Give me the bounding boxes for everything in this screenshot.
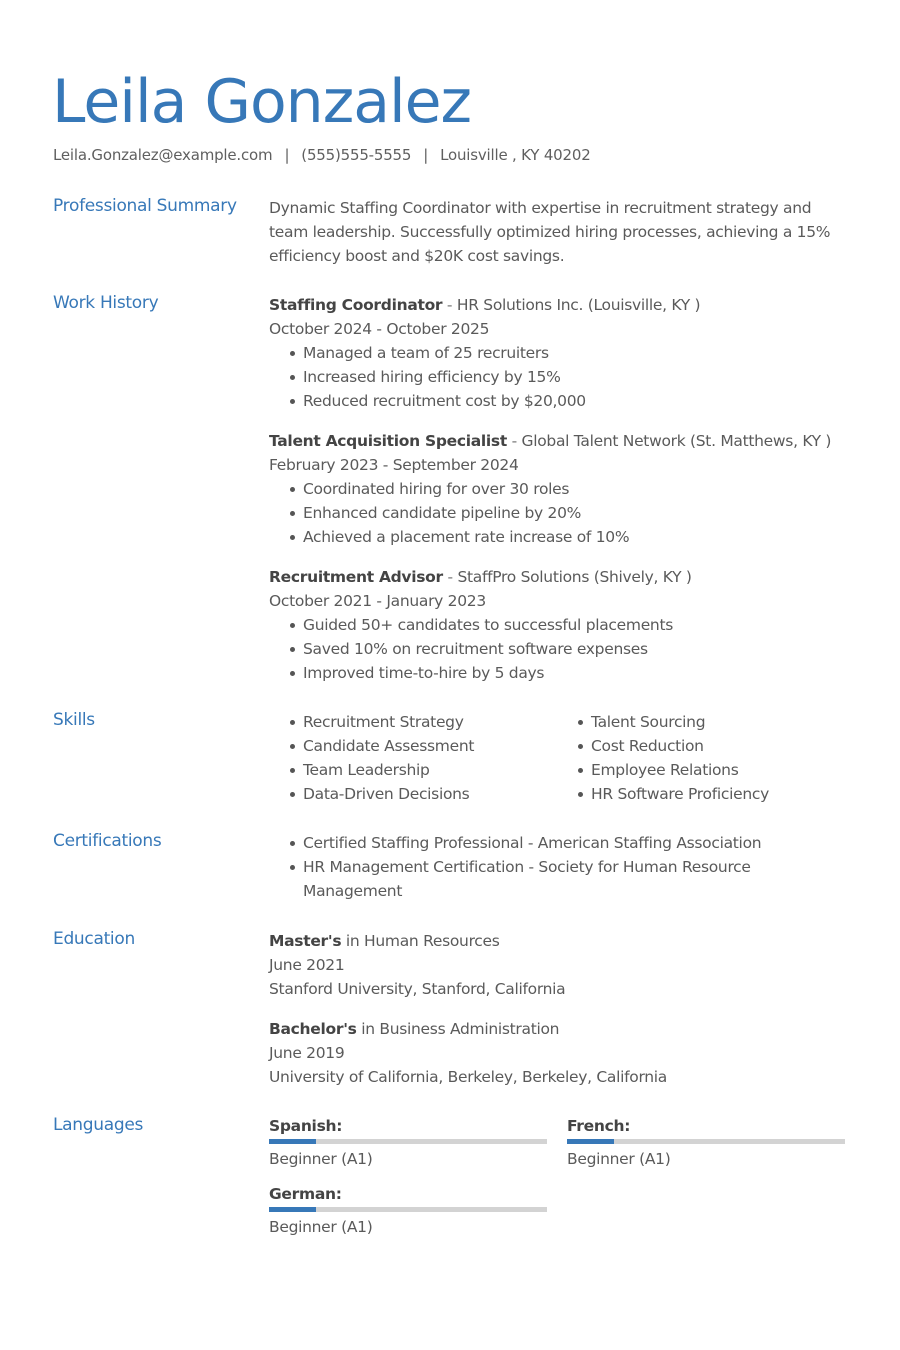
language-name: German [269, 1185, 336, 1203]
degree: Bachelor's [269, 1020, 357, 1038]
language-name: French [567, 1117, 625, 1135]
languages-list [269, 1115, 849, 1245]
job-dates: October 2021 - January 2023 [269, 592, 486, 610]
skill-item: Candidate Assessment [269, 734, 557, 758]
language-level: Beginner (A1) [269, 1150, 373, 1168]
skills-list [269, 710, 849, 806]
education-entry [269, 1017, 849, 1089]
degree: Master's [269, 932, 342, 950]
proficiency-bar-fill [269, 1139, 316, 1144]
proficiency-bar-fill [269, 1207, 316, 1212]
skill-item: Team Leadership [269, 758, 557, 782]
job-bullet: Managed a team of 25 recruiters [269, 341, 849, 365]
proficiency-bar-fill [567, 1139, 614, 1144]
language-entry: French: Beginner (A1) [567, 1115, 845, 1170]
job-bullet: Guided 50+ candidates to successful placements [269, 613, 849, 637]
job-company: StaffPro Solutions (Shively, KY ) [457, 568, 692, 586]
language-level: Beginner (A1) [567, 1150, 671, 1168]
contact-line [53, 144, 591, 166]
job-bullet: Improved time-to-hire by 5 days [269, 661, 849, 685]
job-title: Staffing Coordinator [269, 296, 443, 314]
degree-field: in Human Resources [345, 932, 500, 950]
language-entry: Spanish: Beginner (A1) [269, 1115, 547, 1170]
separator: | [423, 146, 429, 164]
section-label-languages: Languages [53, 1115, 144, 1135]
work-history-list [269, 293, 849, 685]
school: Stanford University, Stanford, California [269, 980, 566, 998]
job-bullet: Increased hiring efficiency by 15% [269, 365, 849, 389]
proficiency-bar [567, 1139, 845, 1144]
email[interactable]: Leila.Gonzalez@example.com [53, 146, 273, 164]
job-bullets [269, 477, 849, 549]
language-entry: German: Beginner (A1) [269, 1183, 547, 1238]
skill-item: Data-Driven Decisions [269, 782, 557, 806]
certification-item: HR Management Certification - Society for Human Resource Management [269, 855, 809, 903]
job-bullet: Reduced recruitment cost by $20,000 [269, 389, 849, 413]
job-bullet: Enhanced candidate pipeline by 20% [269, 501, 849, 525]
section-label-summary: Professional Summary [53, 196, 237, 216]
job-title: Recruitment Advisor [269, 568, 443, 586]
section-label-education: Education [53, 929, 135, 949]
proficiency-bar [269, 1207, 547, 1212]
location: Louisville , KY 40202 [440, 146, 591, 164]
education-date: June 2021 [269, 956, 345, 974]
degree-field: in Business Administration [361, 1020, 560, 1038]
language-level: Beginner (A1) [269, 1218, 373, 1236]
job-bullet: Coordinated hiring for over 30 roles [269, 477, 849, 501]
job-company: Global Talent Network (St. Matthews, KY ) [521, 432, 832, 450]
job-dates: October 2024 - October 2025 [269, 320, 490, 338]
job-title: Talent Acquisition Specialist [269, 432, 507, 450]
summary-text: Dynamic Staffing Coordinator with expertise in recruitment strategy and team leadership. Successfully optimized hiring processes, achieving a 15% efficiency boost and $20K cost savings. [269, 199, 831, 265]
certification-item: Certified Staffing Professional - American Staffing Association [269, 831, 809, 855]
certifications-list [269, 831, 809, 903]
separator: | [284, 146, 290, 164]
job-entry: Staffing Coordinator - HR Solutions Inc. (Louisville, KY ) October 2024 - October 2025 Managed a team of 25 recruiters Increased hiring efficiency by 15% Reduced recruitment cost by $20,000 [269, 293, 849, 413]
language-name: Spanish [269, 1117, 337, 1135]
section-label-skills: Skills [53, 710, 95, 730]
certification-bullets [269, 831, 809, 903]
school: University of California, Berkeley, Berkeley, California [269, 1068, 667, 1086]
proficiency-bar [269, 1139, 547, 1144]
skill-item: HR Software Proficiency [557, 782, 845, 806]
education-entry [269, 929, 849, 1001]
education-list [269, 929, 849, 1105]
job-bullets [269, 613, 849, 685]
section-label-work-history: Work History [53, 293, 159, 313]
skill-item: Recruitment Strategy [269, 710, 557, 734]
phone[interactable]: (555)555-5555 [301, 146, 412, 164]
skill-item: Cost Reduction [557, 734, 845, 758]
skill-item: Employee Relations [557, 758, 845, 782]
candidate-name: Leila Gonzalez [52, 67, 472, 137]
skills-grid [269, 710, 849, 806]
languages-section [0, 1113, 900, 1243]
section-label-certifications: Certifications [53, 831, 162, 851]
job-bullet: Saved 10% on recruitment software expenses [269, 637, 849, 661]
job-entry: Recruitment Advisor - StaffPro Solutions (Shively, KY ) October 2021 - January 2023 Guided 50+ candidates to successful placements Saved 10% on recruitment software expenses Improved time-to-hire by 5 days [269, 565, 849, 685]
education-date: June 2019 [269, 1044, 345, 1062]
job-entry: Talent Acquisition Specialist - Global Talent Network (St. Matthews, KY ) February 2023 - September 2024 Coordinated hiring for over 30 roles Enhanced candidate pipeline by 20% Achieved a placement rate increase of 10% [269, 429, 849, 549]
skill-item: Talent Sourcing [557, 710, 845, 734]
job-company: HR Solutions Inc. (Louisville, KY ) [456, 296, 701, 314]
job-bullets [269, 341, 849, 413]
job-bullet: Achieved a placement rate increase of 10% [269, 525, 849, 549]
job-dates: February 2023 - September 2024 [269, 456, 519, 474]
